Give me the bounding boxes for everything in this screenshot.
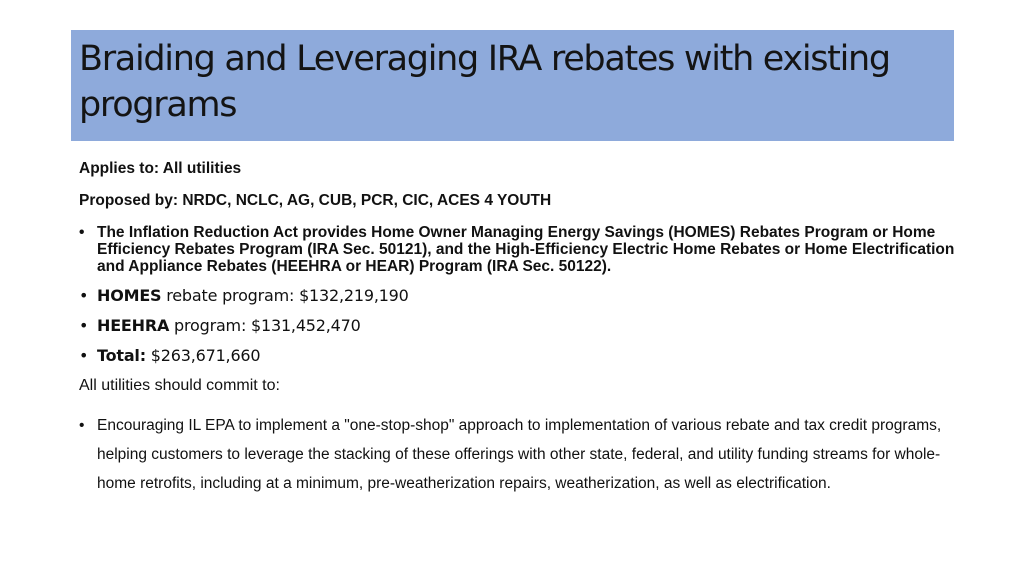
- bullet-dot-icon: •: [79, 346, 89, 365]
- commit-bullet-list: [79, 411, 959, 498]
- commit-bullet-text: Encouraging IL EPA to implement a "one-stop-shop" approach to implementation of various rebate and tax credit programs, helping customers to leverage the stacking of these offerings with other state, federal, and utility funding streams for whole-home retrofits, including at a minimum, pre-weatherization repairs, weatherization, as well as electrification.: [97, 417, 942, 492]
- commit-bullet: [79, 411, 959, 498]
- heehra-label: HEEHRA: [97, 316, 170, 335]
- ira-bullet-text: The Inflation Reduction Act provides Home Owner Managing Energy Savings (HOMES) Rebates Program or Home Efficiency Rebates Program (IRA Sec. 50121), and the High-Efficiency Electric Home Rebates or Home Electrification and Appliance Rebates (HEEHRA or HEAR) Program (IRA Sec. 50122).: [97, 224, 955, 275]
- homes-bullet: [79, 285, 959, 307]
- proposed-by-line: Proposed by: NRDC, NCLC, AG, CUB, PCR, CIC, ACES 4 YOUTH: [79, 192, 552, 209]
- ira-bullet: [79, 222, 959, 275]
- bullet-dot-icon: •: [79, 417, 85, 434]
- program-bullet-list: [79, 222, 959, 367]
- homes-label: HOMES: [97, 286, 162, 305]
- applies-to-line: Applies to: All utilities: [79, 160, 242, 177]
- slide-title: Braiding and Leveraging IRA rebates with existing programs: [79, 39, 890, 125]
- homes-amount-text: rebate program: $132,219,190: [161, 286, 409, 305]
- total-amount-text: $263,671,660: [145, 346, 261, 365]
- slide-body: [79, 158, 959, 498]
- bullet-dot-icon: •: [79, 286, 89, 305]
- total-bullet: [79, 345, 959, 367]
- bullet-dot-icon: •: [79, 316, 89, 335]
- title-banner: [71, 30, 954, 141]
- commit-intro: All utilities should commit to:: [79, 377, 280, 394]
- heehra-bullet: [79, 315, 959, 337]
- total-label: Total:: [97, 346, 146, 365]
- heehra-amount-text: program: $131,452,470: [169, 316, 361, 335]
- bullet-dot-icon: •: [79, 224, 85, 241]
